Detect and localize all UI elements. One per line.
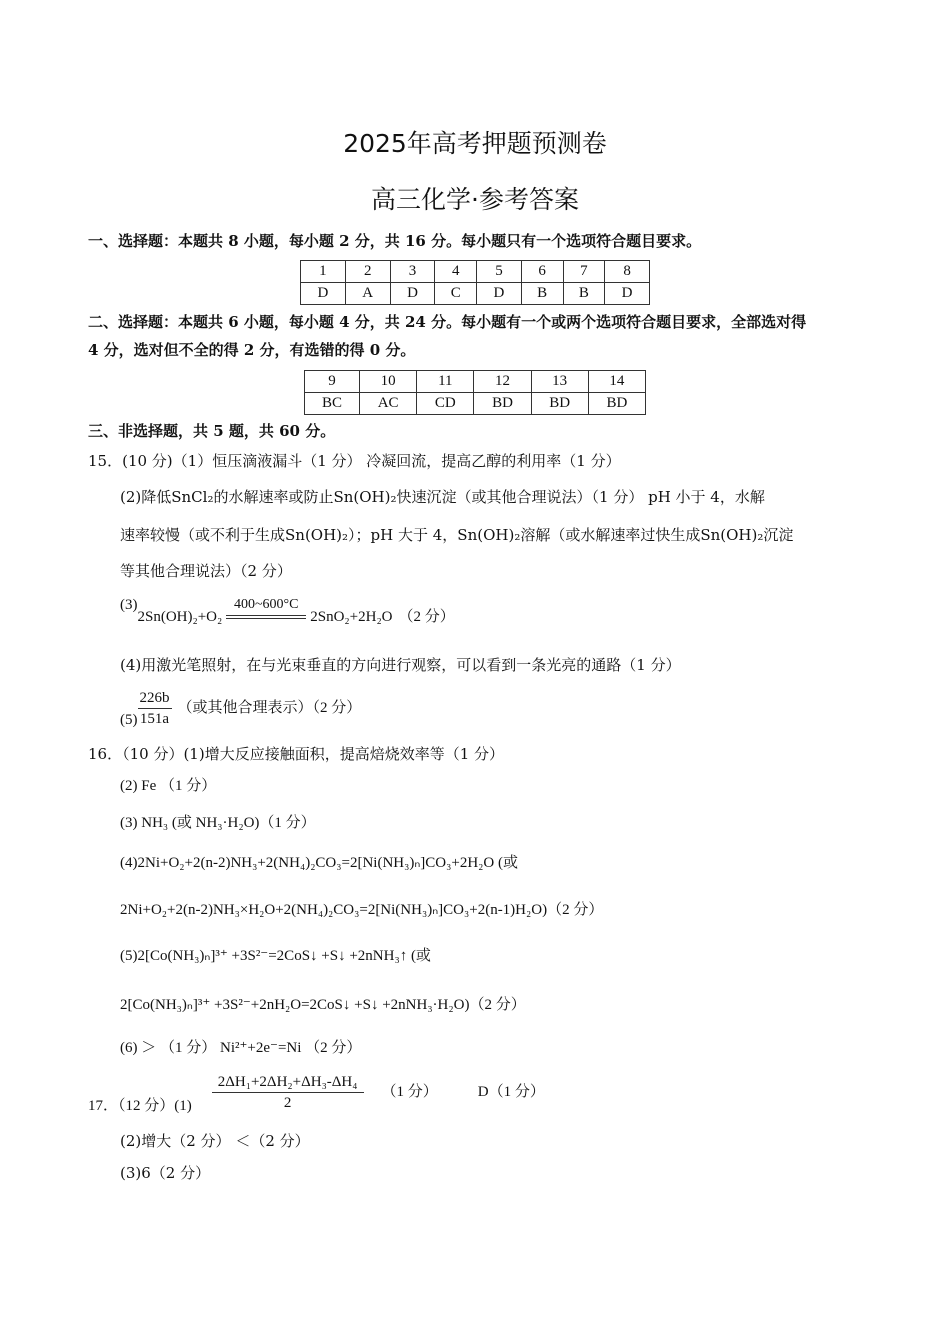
reaction-condition: 400~600°C [233, 597, 299, 612]
q-answer: D [301, 283, 346, 305]
numerator: 2ΔH₁+2ΔH₂+ΔH₃-ΔH₄ [212, 1072, 364, 1093]
q-answer: BD [474, 393, 531, 415]
q16-part5: (5)2[Co(NH₃)ₙ]³⁺ +3S²⁻=2CoS↓ +S↓ +2nNH₃↑ (或 [120, 948, 431, 964]
q15-part1: 15．(10 分)（1）恒压滴液漏斗（1 分） 冷凝回流，提高乙醇的利用率（1 分） [88, 452, 621, 470]
q-number: 8 [605, 261, 650, 283]
q-answer: B [521, 283, 563, 305]
equals-sign [226, 615, 306, 619]
q-number: 3 [390, 261, 435, 283]
q-number: 10 [360, 371, 417, 393]
q17-part1 [88, 1072, 545, 1113]
q-answer: BC [305, 393, 360, 415]
q16-part4-alt: 2Ni+O₂+2(n-2)NH₃×H₂O+2(NH₄)₂CO₃=2[Ni(NH₃)ₙ]CO₃+2(n-1)H₂O)（2 分） [120, 902, 604, 918]
q-number: 4 [435, 261, 477, 283]
q16-part3: (3) NH₃ (或 NH₃·H₂O)（1 分） [120, 815, 316, 831]
equation-left: 2Sn(OH)₂+O₂ [137, 609, 223, 625]
q15-part2: (2)降低SnCl₂的水解速率或防止Sn(OH)₂快速沉淀（或其他合理说法）（1 分） pH 小于 4，水解 [120, 488, 765, 506]
q-number: 2 [345, 261, 390, 283]
q-number: 6 [521, 261, 563, 283]
q-number: 5 [477, 261, 522, 283]
q-number: 11 [417, 371, 474, 393]
q-answer: C [435, 283, 477, 305]
q15-part2-cont: 速率较慢（或不利于生成Sn(OH)₂）；pH 大于 4，Sn(OH)₂溶解（或水解速率过快生成Sn(OH)₂沉淀 [120, 526, 794, 544]
score: （2 分） [398, 609, 455, 625]
item-number: 17．（12 分）(1) [88, 1097, 192, 1114]
q15-part5 [120, 688, 361, 729]
section1-heading: 一、选择题：本题共 8 小题，每小题 2 分，共 16 分。每小题只有一个选项符合题目要求。 [88, 232, 702, 250]
q-number: 13 [531, 371, 588, 393]
q-answer: D [390, 283, 435, 305]
fraction [212, 1072, 364, 1113]
answer: D（1 分） [477, 1083, 545, 1100]
reaction-condition-arrow [226, 595, 306, 619]
section3-heading: 三、非选择题，共 5 题，共 60 分。 [88, 422, 336, 440]
item-number: (5) [120, 711, 138, 728]
q-number: 9 [305, 371, 360, 393]
section2-heading-cont: 4 分，选对但不全的得 2 分，有选错的得 0 分。 [88, 341, 416, 359]
note: （或其他合理表示）（2 分） [177, 699, 362, 716]
q-answer: BD [588, 393, 645, 415]
q17-part3: (3)6（2 分） [120, 1164, 211, 1182]
q-number: 7 [563, 261, 605, 283]
q-answer: BD [531, 393, 588, 415]
q-answer: D [605, 283, 650, 305]
page-title: 2025年高考押题预测卷 [343, 129, 607, 158]
q-number: 14 [588, 371, 645, 393]
denominator: 2 [283, 1095, 292, 1111]
page-subtitle: 高三化学·参考答案 [371, 185, 579, 214]
q-answer: A [345, 283, 390, 305]
q15-part4: (4)用激光笔照射，在与光束垂直的方向进行观察，可以看到一条光亮的通路（1 分） [120, 656, 681, 674]
q-answer: D [477, 283, 522, 305]
q-number: 1 [301, 261, 346, 283]
answer-table-2 [304, 370, 646, 415]
answer-table-1 [300, 260, 650, 305]
q16-part6: (6) ＞ （1 分） Ni²⁺+2e⁻=Ni （2 分） [120, 1040, 362, 1056]
score: （1 分） [381, 1083, 438, 1100]
q16-part1: 16．（10 分）(1)增大反应接触面积，提高焙烧效率等（1 分） [88, 745, 505, 763]
q-answer: B [563, 283, 605, 305]
numerator: 226b [138, 688, 172, 709]
fraction [138, 688, 172, 729]
equation-right: 2SnO₂+2H₂O [310, 609, 393, 625]
q15-part2-end: 等其他合理说法）（2 分） [120, 562, 292, 580]
q15-equation [120, 595, 455, 625]
q-answer: AC [360, 393, 417, 415]
q16-part5-alt: 2[Co(NH₃)ₙ]³⁺ +3S²⁻+2nH₂O=2CoS↓ +S↓ +2nNH₃·H₂O)（2 分） [120, 997, 526, 1013]
denominator: 151a [139, 711, 170, 727]
q-answer: CD [417, 393, 474, 415]
q-number: 12 [474, 371, 531, 393]
item-number: (3) [120, 597, 138, 613]
section2-heading: 二、选择题：本题共 6 小题，每小题 4 分，共 24 分。每小题有一个或两个选项符合题目要求，全部选对得 [88, 313, 807, 331]
q16-part4: (4)2Ni+O₂+2(n-2)NH₃+2(NH₄)₂CO₃=2[Ni(NH₃)ₙ]CO₃+2H₂O (或 [120, 855, 518, 871]
q16-part2: (2) Fe （1 分） [120, 778, 217, 794]
q17-part2: (2)增大（2 分） ＜（2 分） [120, 1132, 310, 1150]
